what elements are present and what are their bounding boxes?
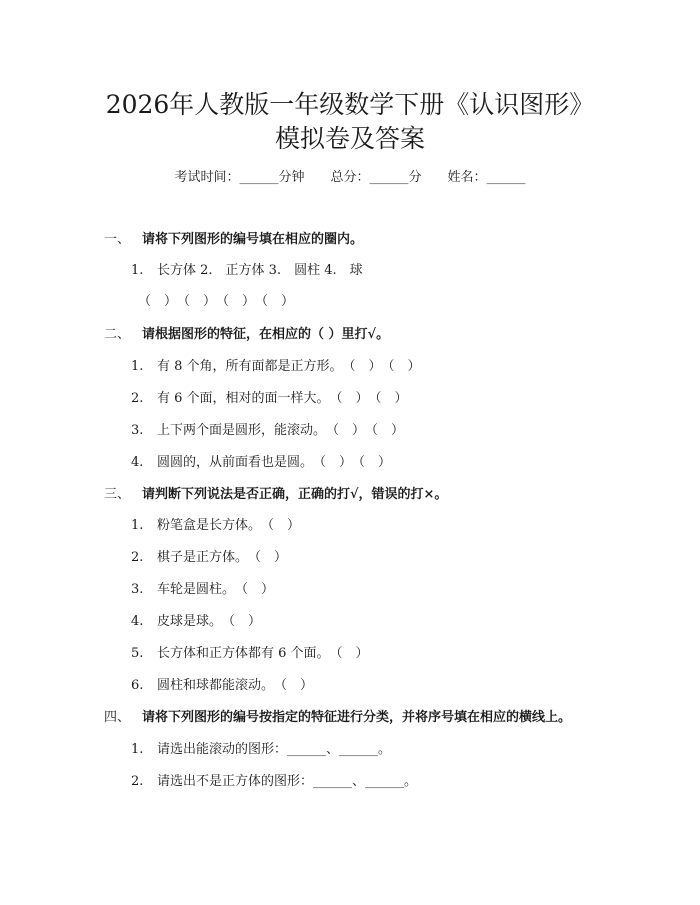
question-number: 3.	[131, 582, 144, 597]
question-text: 上下两个面是圆形，能滚动。 （ ） （ ）	[157, 423, 405, 438]
question-text: 请选出不是正方体的图形：______、______。	[157, 774, 418, 789]
section-heading-text: 请判断下列说法是否正确，正确的打√，错误的打×。	[142, 487, 448, 502]
question-text: 有 8 个角，所有面都是正方形。 （ ） （ ）	[157, 359, 421, 374]
question-number: 5.	[131, 646, 144, 661]
question-item	[131, 772, 417, 792]
question-number: 1.	[131, 518, 144, 533]
question-number: 1.	[131, 742, 144, 757]
section-heading-text: 请将下列图形的编号按指定的特征进行分类，并将序号填在相应的横线上。	[142, 710, 572, 725]
question-text: 棋子是正方体。 （ ）	[157, 550, 288, 565]
question-item	[131, 453, 391, 473]
question-item	[131, 676, 313, 696]
question-number: 1.	[131, 359, 144, 374]
exam-time-field: 考试时间：______分钟	[174, 170, 305, 185]
page-title-line-1: 2026年人教版一年级数学下册《认识图形》	[105, 90, 595, 119]
question-text: 长方体和正方体都有 6 个面。 （ ）	[157, 646, 369, 661]
exam-info	[0, 168, 700, 188]
section-number: 一、	[104, 232, 131, 247]
question-item	[131, 612, 261, 632]
question-text: 粉笔盒是长方体。 （ ）	[157, 518, 301, 533]
question-number: 2.	[131, 774, 144, 789]
question-item	[131, 357, 421, 377]
question-number: 4.	[131, 455, 144, 470]
section-heading-4	[104, 708, 571, 728]
question-item	[131, 548, 287, 568]
question-number: 4.	[131, 614, 144, 629]
section-heading-text: 请根据图形的特征，在相应的（ ）里打√。	[142, 327, 390, 342]
question-text: 圆圆的，从前面看也是圆。 （ ） （ ）	[157, 455, 392, 470]
question-number: 2.	[131, 391, 144, 406]
question-number: 2.	[131, 550, 144, 565]
question-item	[131, 261, 363, 281]
question-text: 车轮是圆柱。 （ ）	[157, 582, 275, 597]
question-item	[131, 580, 274, 600]
question-text: 长方体 2. 正方体 3. 圆柱 4. 球	[157, 263, 363, 278]
question-text: 有 6 个面，相对的面一样大。 （ ） （ ）	[157, 391, 408, 406]
section-heading-2	[104, 325, 389, 345]
exam-name-field: 姓名：______	[447, 170, 526, 185]
page-title-line-2: 模拟卷及答案	[274, 124, 425, 153]
question-item	[131, 389, 408, 409]
exam-score-field: 总分：______分	[330, 170, 422, 185]
question-number: 3.	[131, 423, 144, 438]
section-number: 四、	[104, 710, 131, 725]
question-text: 皮球是球。 （ ）	[157, 614, 262, 629]
section-number: 二、	[104, 327, 131, 342]
question-text: 圆柱和球都能滚动。 （ ）	[157, 678, 314, 693]
question-item	[131, 740, 391, 760]
section-heading-1	[104, 230, 363, 250]
answer-paren-row: （ ） （ ） （ ） （ ）	[138, 294, 295, 309]
section-heading-3	[104, 485, 447, 505]
section-heading-text: 请将下列图形的编号填在相应的圈内。	[142, 232, 364, 247]
question-text: 请选出能滚动的图形：______、______。	[157, 742, 392, 757]
question-item	[131, 421, 404, 441]
question-item	[131, 516, 300, 536]
section-number: 三、	[104, 487, 131, 502]
question-number: 6.	[131, 678, 144, 693]
question-number: 1.	[131, 263, 144, 278]
question-item	[131, 644, 369, 664]
